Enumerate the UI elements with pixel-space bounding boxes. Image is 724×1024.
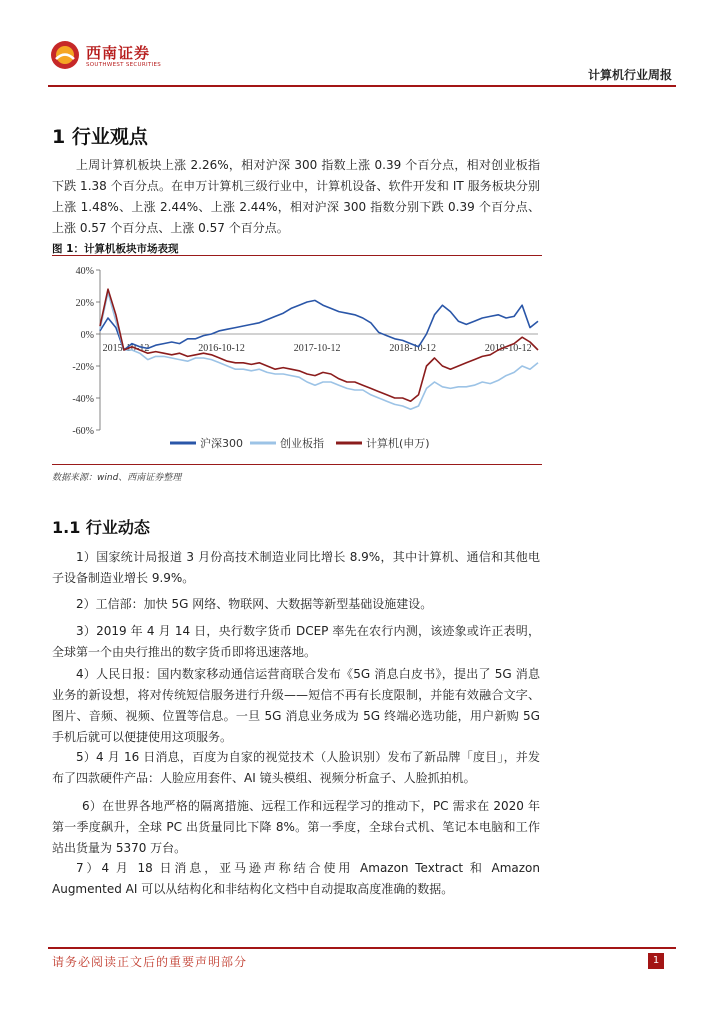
legend-label-0: 沪深300 (200, 437, 243, 450)
legend-label-2: 计算机(申万) (366, 437, 430, 450)
logo-emblem-icon (50, 40, 80, 70)
x-tick-label: 2019-10-12 (484, 343, 532, 354)
y-tick-label: 40% (75, 266, 94, 277)
news-item-2: 2）工信部：加快 5G 网络、物联网、大数据等新型基础设施建设。 (76, 597, 433, 611)
news-item-6: 6）在世界各地严格的隔离措施、远程工作和远程学习的推动下，PC 需求在 2020 年第一季度飙升，全球 PC 出货量同比下降 8%。第一季度，全球台式机、笔记本电脑和工作站出货量为 5370 万台。 (52, 799, 540, 855)
y-tick-label: -40% (72, 394, 94, 405)
page-number: 1 (648, 953, 664, 969)
x-tick-label: 2018-10-12 (389, 343, 437, 354)
x-tick-label: 2015-10-12 (102, 343, 150, 354)
report-type: 计算机行业周报 (587, 68, 672, 82)
figure-source: 数据来源：wind、西南证券整理 (52, 473, 182, 483)
footer-divider (48, 947, 676, 949)
subsection-heading: 1.1 行业动态 (52, 518, 150, 537)
section-heading: 1 行业观点 (52, 126, 148, 148)
y-tick-label: 20% (75, 298, 94, 309)
legend-label-1: 创业板指 (280, 437, 324, 450)
news-item-3: 3）2019 年 4 月 14 日，央行数字货币 DCEP 率先在农行内测，该迹象或许正表明，全球第一个由央行推出的数字货币即将迅速落地。 (52, 624, 540, 659)
y-tick-label: -60% (72, 426, 94, 437)
y-tick-label: -20% (72, 362, 94, 373)
logo-text-cn: 西南证券 (86, 44, 151, 62)
x-tick-label: 2017-10-12 (293, 343, 341, 354)
header-divider (48, 85, 676, 87)
figure-bottom-rule (52, 464, 542, 465)
news-item-7: 7）4 月 18 日消息，亚马逊声称结合使用 Amazon Textract 和 Amazon Augmented AI 可以从结构化和非结构化文档中自动提取高度准确的数据。 (52, 861, 540, 896)
news-item-4: 4）人民日报：国内数家移动通信运营商联合发布《5G 消息白皮书》，提出了 5G 消息业务的新设想，将对传统短信服务进行升级——短信不再有长度限制，并能有效融合文字、图片、音频、视频、位置等信息。一旦 5G 消息业务成为 5G 终端必选功能，用户新购 5G 手机后就可以便捷使用这项服务。 (52, 667, 540, 744)
logo-text-en: SOUTHWEST SECURITIES (86, 62, 162, 68)
news-item-1: 1）国家统计局报道 3 月份高技术制造业同比增长 8.9%，其中计算机、通信和其他电子设备制造业增长 9.9%。 (52, 550, 540, 585)
page-header (48, 34, 676, 84)
company-logo (48, 34, 168, 74)
figure-title: 图 1：计算机板块市场表现 (52, 243, 179, 255)
disclaimer-notice: 请务必阅读正文后的重要声明部分 (52, 955, 248, 969)
market-performance-chart (52, 256, 544, 462)
intro-paragraph: 上周计算机板块上涨 2.26%，相对沪深 300 指数上涨 0.39 个百分点，相对创业板指下跌 1.38 个百分点。在申万计算机三级行业中，计算机设备、软件开发和 IT 服务板块分别上涨 1.48%、上涨 2.44%、上涨 2.44%，相对沪深 300 指数分别下跌 0.39 个百分点、上涨 0.57 个百分点、上涨 0.57 个百分点。 (52, 158, 540, 235)
y-tick-label: 0% (80, 330, 94, 341)
news-item-5: 5）4 月 16 日消息，百度为自家的视觉技术（人脸识别）发布了新品牌「度目」，并发布了四款硬件产品：人脸应用套件、AI 镜头模组、视频分析盒子、人脸抓拍机。 (52, 750, 540, 785)
x-tick-label: 2016-10-12 (198, 343, 245, 354)
